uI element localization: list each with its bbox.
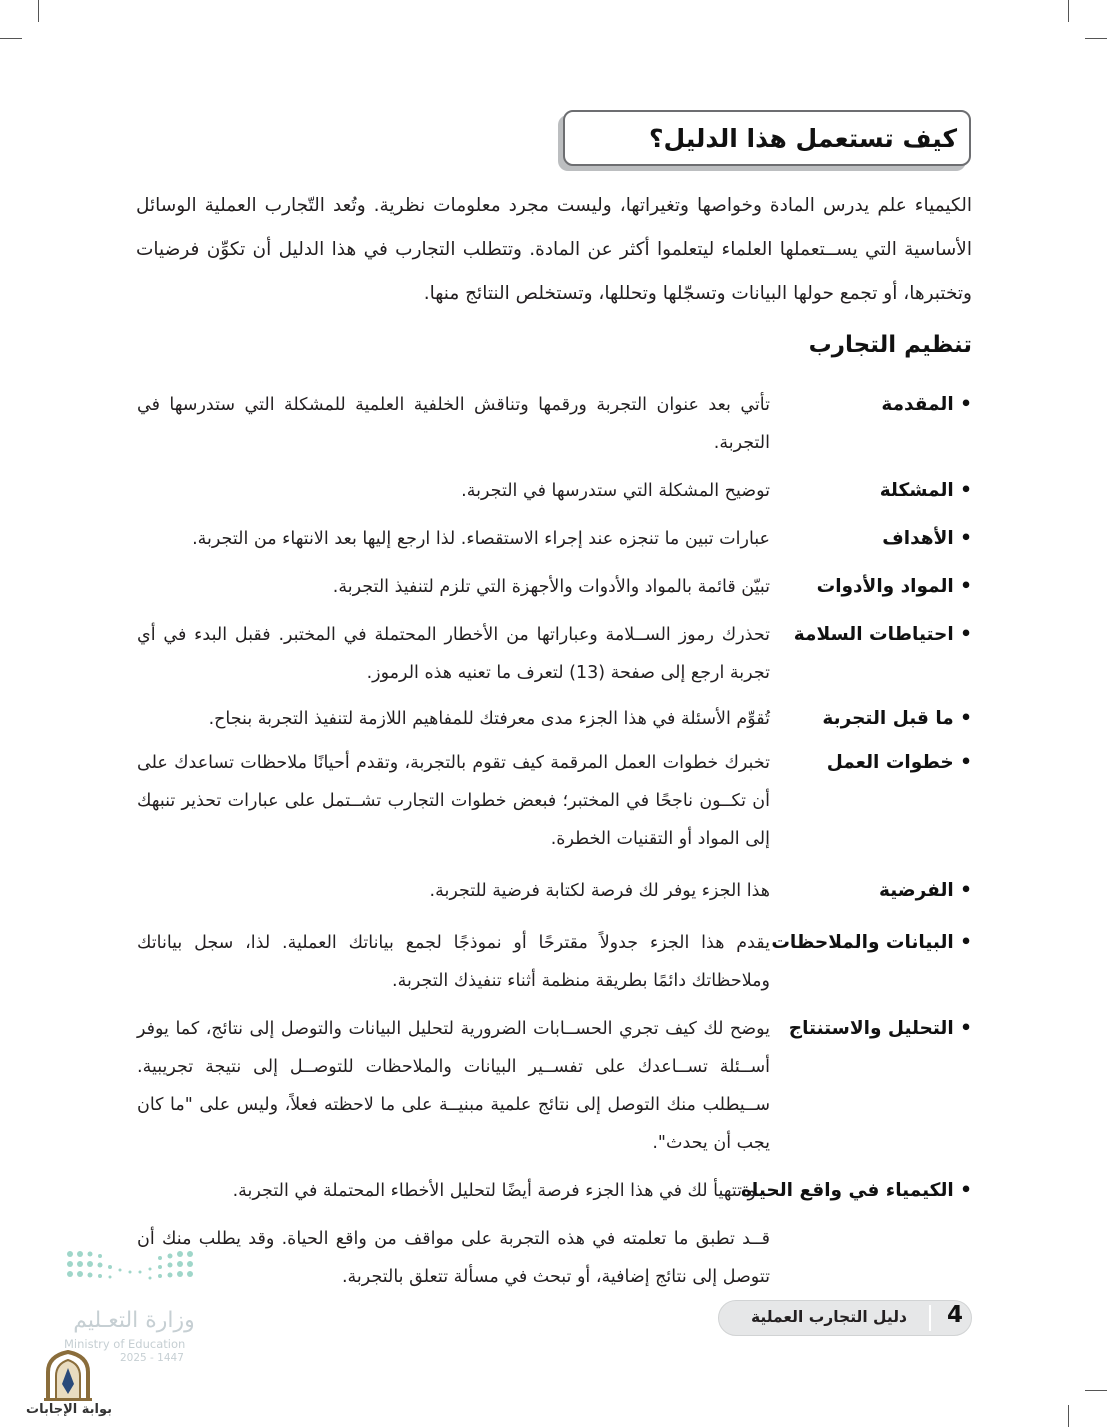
- definition-text: تبيّن قائمة بالمواد والأدوات والأجهزة التي تلزم لتنفيذ التجربة.: [332, 577, 770, 597]
- definition-label: • البيانات والملاحظات: [771, 932, 972, 953]
- definition-label: • المقدمة: [881, 394, 972, 415]
- definition-label: • الأهداف: [882, 528, 972, 549]
- dots-icon: [60, 1248, 200, 1288]
- definition-label: • المواد والأدوات: [816, 576, 972, 597]
- ministry-name-arabic: وزارة التعـليم: [73, 1308, 195, 1333]
- definition-text: هذا الجزء يوفر لك فرصة لكتابة فرضية للتجربة.: [429, 881, 770, 901]
- crop-mark: [1085, 38, 1107, 39]
- page-title: كيف تستعمل هذا الدليل؟: [649, 123, 957, 153]
- footer-title: دليل التجارب العملية: [750, 1308, 907, 1326]
- crop-mark: [1068, 0, 1069, 22]
- definition-text: عبارات تبين ما تنجزه عند إجراء الاستقصاء. لذا ارجع إليها بعد الانتهاء من التجربة.: [192, 529, 770, 549]
- definition-text: يقدم هذا الجزء جدولاً مقترحًا أو نموذجًا لجمع بياناتك العملية. لذا، سجل بياناتك وملاحظاتك دائمًا بطريقة منظمة أثناء تنفيذك التجربة.: [137, 933, 770, 991]
- definition-text: توضيح المشكلة التي ستدرسها في التجربة.: [461, 481, 770, 501]
- definition-text: تحذرك رموز الســلامة وعباراتها من الأخطار المحتملة في المختبر. فقبل البدء في أي تجربة ارجع إلى صفحة (13) لتعرف ما تعنيه هذه الرموز.: [137, 625, 770, 683]
- definition-label: • المشكلة: [879, 480, 972, 501]
- definition-text: قــد تطبق ما تعلمته في هذه التجربة على مواقف من واقع الحياة. وقد يطلب منك أن تتوصل إلى نتائج إضافية، أو تبحث في مسألة تتعلق بالتجربة.: [137, 1229, 770, 1287]
- definition-text: تخبرك خطوات العمل المرقمة كيف تقوم بالتجربة، وتقدم أحيانًا ملاحظات تساعدك على أن تكــون ناجحًا في المختبر؛ فبعض خطوات التجارب تشــتمل على عبارات تحذير تنبهك إلى المواد أو التقنيات الخطرة.: [137, 753, 770, 849]
- definition-label: • التحليل والاستنتاج: [788, 1018, 972, 1039]
- page-number: 4: [946, 1302, 963, 1328]
- definition-text: تُقوِّم الأسئلة في هذا الجزء مدى معرفتك للمفاهيم اللازمة لتنفيذ التجربة بنجاح.: [208, 709, 770, 729]
- page-title-box: [563, 110, 971, 166]
- definition-label: • الفرضية: [878, 880, 972, 901]
- crop-mark: [1085, 1390, 1107, 1391]
- watermark: [26, 1350, 112, 1422]
- definition-label: • ما قبل التجربة: [822, 708, 972, 729]
- gate-icon: [30, 1350, 106, 1402]
- section-heading: تنظيم التجارب: [808, 332, 972, 358]
- crop-mark: [38, 0, 39, 22]
- definition-text: تأتي بعد عنوان التجربة ورقمها وتناقش الخلفية العلمية للمشكلة التي ستدرسها في التجربة.: [137, 395, 770, 453]
- definition-text: و تتهيأ لك في هذا الجزء فرصة أيضًا لتحليل الأخطاء المحتملة في التجربة.: [232, 1181, 756, 1201]
- intro-paragraph: الكيمياء علم يدرس المادة وخواصها وتغيراتها، وليست مجرد معلومات نظرية. وتُعد التّجارب العملية الوسائل الأساسية التي يســتعملها العلماء ليتعلموا أكثر عن المادة. وتتطلب التجارب في هذا الدليل أن تكوِّن فرضيات وتختبرها، أو تجمع حولها البيانات وتسجّلها وتحللها، وتستخلص النتائج منها.: [136, 195, 972, 304]
- footer-bar: [718, 1300, 972, 1336]
- ministry-name-english: Ministry of Education: [64, 1337, 186, 1351]
- watermark-text: بوابة الإجابات: [26, 1402, 112, 1417]
- crop-mark: [0, 38, 22, 39]
- ministry-logo: [60, 1248, 210, 1364]
- definition-label: • الكيمياء في واقع الحياة: [740, 1180, 972, 1201]
- crop-mark: [1068, 1405, 1069, 1427]
- footer-separator: [929, 1305, 931, 1331]
- definition-label: • احتياطات السلامة: [793, 624, 972, 645]
- definition-text: يوضح لك كيف تجري الحســابات الضرورية لتحليل البيانات والتوصل إلى نتائج، كما يوفر أســئلة تســاعدك على تفســير البيانات والملاحظات للتوصــل إلى نتيجة تجريبية. ســيطلب منك التوصل إلى نتائج علمية مبنيــة على ما لاحظته فعلاً، وليس على "ما كان يجب أن يحدث".: [137, 1019, 770, 1153]
- definition-label: • خطوات العمل: [826, 752, 972, 773]
- edition-year: 2025 - 1447: [120, 1352, 184, 1364]
